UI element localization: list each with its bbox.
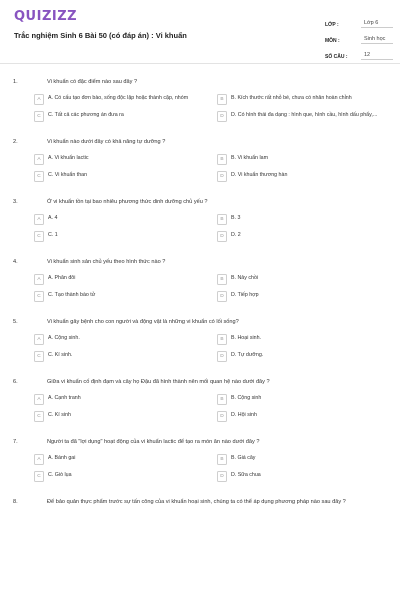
meta-label: MÔN : <box>325 38 340 44</box>
answer-option-d[interactable] <box>217 471 397 482</box>
option-letter-badge: B <box>217 334 227 345</box>
option-letter-badge: A <box>34 274 44 285</box>
question-header <box>0 78 400 86</box>
header-divider <box>0 63 400 64</box>
option-letter-badge: C <box>34 291 44 302</box>
answer-option-b[interactable] <box>217 334 397 345</box>
question-item <box>0 78 400 122</box>
option-letter-badge: B <box>217 274 227 285</box>
answer-option-b[interactable] <box>217 214 397 225</box>
question-number: 4. <box>13 259 18 265</box>
meta-value: 12 <box>361 52 393 60</box>
answer-option-a[interactable] <box>34 454 214 465</box>
option-text: A. Vi khuẩn lactic <box>48 155 89 161</box>
answer-option-d[interactable] <box>217 111 397 122</box>
option-text: B. Vi khuẩn lam <box>231 155 269 161</box>
worksheet-header <box>0 0 400 64</box>
question-number: 3. <box>13 199 18 205</box>
option-letter-badge: C <box>34 351 44 362</box>
option-text: A. 4 <box>48 215 58 221</box>
question-text: Để bảo quản thực phẩm trước sự tấn công của vi khuẩn hoại sinh, chúng ta có thể áp dụng phương pháp nào sau đây ? <box>47 499 346 505</box>
option-letter-badge: D <box>217 351 227 362</box>
option-letter-badge: C <box>34 111 44 122</box>
option-text: B. Nảy chồi <box>231 275 259 281</box>
answer-option-d[interactable] <box>217 411 397 422</box>
option-letter-badge: B <box>217 214 227 225</box>
question-header <box>0 318 400 326</box>
answer-option-c[interactable] <box>34 471 214 482</box>
question-text: Vi khuẩn nào dưới đây có khả năng tự dưỡng ? <box>47 139 166 145</box>
question-header <box>0 138 400 146</box>
option-letter-badge: B <box>217 454 227 465</box>
option-letter-badge: A <box>34 454 44 465</box>
question-header <box>0 258 400 266</box>
option-letter-badge: D <box>217 111 227 122</box>
question-item <box>0 438 400 482</box>
meta-label: SỐ CÂU : <box>325 54 348 60</box>
option-letter-badge: C <box>34 231 44 242</box>
answer-option-d[interactable] <box>217 291 397 302</box>
answer-option-c[interactable] <box>34 291 214 302</box>
option-letter-badge: C <box>34 471 44 482</box>
question-number: 7. <box>13 439 18 445</box>
option-letter-badge: B <box>217 394 227 405</box>
question-number: 2. <box>13 139 18 145</box>
option-text: D. Có hình thái đa dạng : hình que, hình cầu, hình dấu phẩy,... <box>231 112 378 118</box>
option-text: D. Tự dưỡng. <box>231 352 264 358</box>
answer-option-b[interactable] <box>217 454 397 465</box>
question-header <box>0 438 400 446</box>
option-text: A. Có cấu tạo đơn bào, sống độc lập hoặc thành cặp, nhóm <box>48 95 189 101</box>
answer-options <box>34 334 400 362</box>
answer-option-b[interactable] <box>217 154 397 165</box>
option-letter-badge: D <box>217 471 227 482</box>
question-text: Vi khuẩn gây bệnh cho con người và động vật là những vi khuẩn có lối sống? <box>47 319 239 325</box>
option-text: D. Hội sinh <box>231 412 257 418</box>
question-item <box>0 318 400 362</box>
question-text: Vi khuẩn sinh sản chủ yếu theo hình thức nào ? <box>47 259 166 265</box>
question-item <box>0 138 400 182</box>
option-text: B. Kích thước rất nhỏ bé, chưa có nhân hoàn chỉnh <box>231 95 352 101</box>
option-letter-badge: C <box>34 171 44 182</box>
option-text: C. Kí sinh. <box>48 352 73 358</box>
option-text: C. Tạo thành bào tử <box>48 292 96 298</box>
question-header <box>0 378 400 386</box>
question-number: 1. <box>13 79 18 85</box>
meta-row-question-count <box>325 44 393 60</box>
answer-option-c[interactable] <box>34 111 214 122</box>
answer-option-a[interactable] <box>34 154 214 165</box>
option-letter-badge: D <box>217 411 227 422</box>
answer-option-a[interactable] <box>34 94 214 105</box>
answer-option-b[interactable] <box>217 94 397 105</box>
option-letter-badge: B <box>217 94 227 105</box>
answer-option-a[interactable] <box>34 274 214 285</box>
question-text: Vi khuẩn có đặc điểm nào sau đây ? <box>47 79 138 85</box>
answer-option-d[interactable] <box>217 351 397 362</box>
worksheet-meta <box>325 12 393 60</box>
option-letter-badge: D <box>217 171 227 182</box>
question-item <box>0 258 400 302</box>
question-number: 8. <box>13 499 18 505</box>
answer-option-c[interactable] <box>34 171 214 182</box>
option-text: D. Tiếp hợp <box>231 292 259 298</box>
question-item <box>0 378 400 422</box>
answer-option-b[interactable] <box>217 394 397 405</box>
option-text: D. 2 <box>231 232 241 238</box>
meta-label: LỚP : <box>325 22 339 28</box>
option-letter-badge: C <box>34 411 44 422</box>
meta-row-subject <box>325 28 393 44</box>
answer-option-d[interactable] <box>217 171 397 182</box>
question-number: 5. <box>13 319 18 325</box>
option-text: C. 1 <box>48 232 58 238</box>
option-letter-badge: A <box>34 154 44 165</box>
option-text: A. Bánh gai <box>48 455 76 461</box>
option-letter-badge: D <box>217 291 227 302</box>
answer-options <box>34 394 400 422</box>
answer-option-d[interactable] <box>217 231 397 242</box>
question-item <box>0 498 400 506</box>
question-text: Người ta đã "lợi dụng" hoạt động của vi khuẩn lactic để tạo ra món ăn nào dưới đây ? <box>47 439 260 445</box>
option-text: D. Vi khuẩn thương hàn <box>231 172 288 178</box>
answer-option-c[interactable] <box>34 411 214 422</box>
option-text: A. Cộng sinh. <box>48 335 80 341</box>
quizizz-logo[interactable]: QUIZIZZ <box>14 9 78 24</box>
option-text: C. Giò lụa <box>48 472 72 478</box>
meta-value: Lớp 6 <box>361 20 393 28</box>
answer-options <box>34 94 400 122</box>
option-text: D. Sữa chua <box>231 472 261 478</box>
meta-value: Sinh học <box>361 36 393 44</box>
option-letter-badge: A <box>34 94 44 105</box>
answer-options <box>34 274 400 302</box>
option-letter-badge: A <box>34 214 44 225</box>
answer-option-c[interactable] <box>34 231 214 242</box>
option-text: B. Cộng sinh <box>231 395 262 401</box>
option-text: B. Hoại sinh. <box>231 335 262 341</box>
option-letter-badge: B <box>217 154 227 165</box>
question-item <box>0 198 400 242</box>
worksheet-title: Trắc nghiệm Sinh 6 Bài 50 (có đáp án) : Vi khuẩn <box>14 31 187 40</box>
answer-option-c[interactable] <box>34 351 214 362</box>
option-letter-badge: A <box>34 394 44 405</box>
option-text: A. Cạnh tranh <box>48 395 81 401</box>
question-text: Ở vi khuẩn tồn tại bao nhiêu phương thức dinh dưỡng chủ yếu ? <box>47 199 208 205</box>
question-list <box>0 78 400 522</box>
option-text: C. Tất cả các phương án đưa ra <box>48 112 124 118</box>
answer-option-a[interactable] <box>34 394 214 405</box>
answer-option-b[interactable] <box>217 274 397 285</box>
option-text: A. Phân đôi <box>48 275 76 281</box>
option-text: C. Kí sinh <box>48 412 71 418</box>
question-text: Giữa vi khuẩn cố định đạm và cây họ Đậu đã hình thành nên mối quan hệ nào dưới đây ? <box>47 379 270 385</box>
option-letter-badge: A <box>34 334 44 345</box>
answer-options <box>34 454 400 482</box>
question-header <box>0 498 400 506</box>
question-header <box>0 198 400 206</box>
answer-option-a[interactable] <box>34 334 214 345</box>
meta-row-class <box>325 12 393 28</box>
answer-option-a[interactable] <box>34 214 214 225</box>
answer-options <box>34 214 400 242</box>
answer-options <box>34 154 400 182</box>
option-text: C. Vi khuẩn than <box>48 172 88 178</box>
question-number: 6. <box>13 379 18 385</box>
option-text: B. Giá cây <box>231 455 256 461</box>
option-letter-badge: D <box>217 231 227 242</box>
option-text: B. 3 <box>231 215 241 221</box>
